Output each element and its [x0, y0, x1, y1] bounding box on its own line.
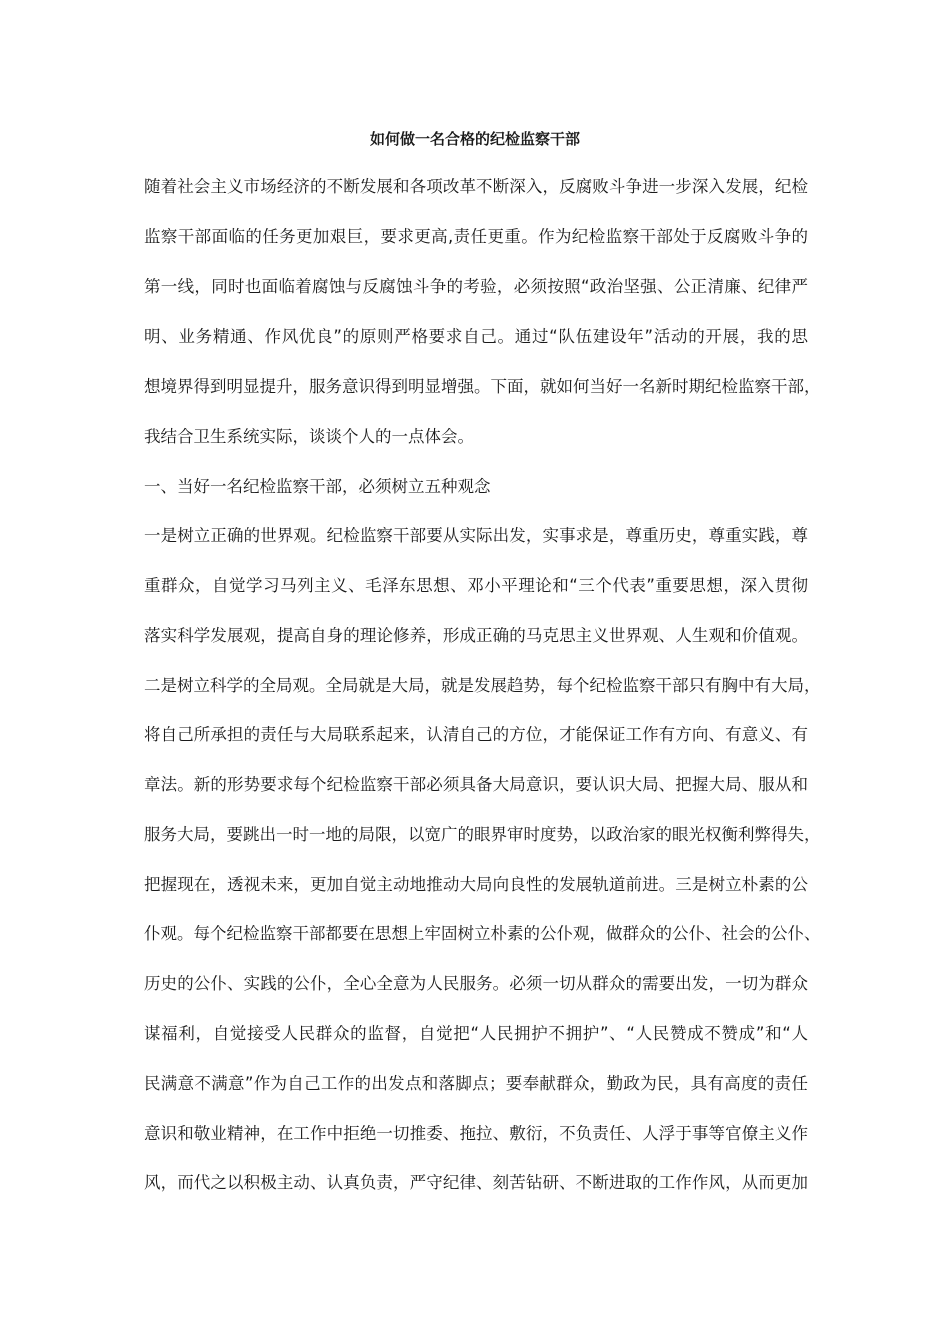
paragraph-line: 章法。新的形势要求每个纪检监察干部必须具备大局意识，要认识大局、把握大局、服从和 [144, 775, 808, 794]
section-heading: 一、当好一名纪检监察干部，必须树立五种观念 [144, 477, 491, 496]
paragraph-line: 民满意不满意”作为自己工作的出发点和落脚点；要奉献群众，勤政为民，具有高度的责任 [144, 1074, 808, 1093]
paragraph-line: 想境界得到明显提升，服务意识得到明显增强。下面，就如何当好一名新时期纪检监察干部， [144, 377, 821, 396]
paragraph-line: 风，而代之以积极主动、认真负责，严守纪律、刻苦钻研、不断进取的工作作风，从而更加 [144, 1173, 808, 1192]
paragraph-line: 重群众，自觉学习马列主义、毛泽东思想、邓小平理论和“三个代表”重要思想，深入贯彻 [144, 576, 808, 595]
paragraph-line: 第一线，同时也面临着腐蚀与反腐蚀斗争的考验，必须按照“政治坚强、公正清廉、纪律严 [144, 277, 808, 296]
paragraph-line: 二是树立科学的全局观。全局就是大局，就是发展趋势，每个纪检监察干部只有胸中有大局， [144, 676, 821, 695]
paragraph-line: 把握现在，透视未来，更加自觉主动地推动大局向良性的发展轨道前进。三是树立朴素的公 [144, 875, 808, 894]
document-title: 如何做一名合格的纪检监察干部 [369, 130, 580, 148]
paragraph-line: 随着社会主义市场经济的不断发展和各项改革不断深入，反腐败斗争进一步深入发展，纪检 [144, 177, 808, 196]
paragraph-line: 明、业务精通、作风优良”的原则严格要求自己。通过“队伍建设年”活动的开展，我的思 [144, 327, 808, 346]
paragraph-line: 落实科学发展观，提高自身的理论修养，形成正确的马克思主义世界观、人生观和价值观。 [144, 626, 808, 645]
paragraph-line: 一是树立正确的世界观。纪检监察干部要从实际出发，实事求是，尊重历史，尊重实践，尊 [144, 526, 808, 545]
paragraph-line: 历史的公仆、实践的公仆，全心全意为人民服务。必须一切从群众的需要出发，一切为群众 [144, 974, 808, 993]
paragraph-line: 意识和敬业精神，在工作中拒绝一切推委、拖拉、敷衍，不负责任、人浮于事等官僚主义作 [144, 1124, 808, 1143]
paragraph-line: 我结合卫生系统实际，谈谈个人的一点体会。 [144, 427, 474, 446]
paragraph-line: 服务大局，要跳出一时一地的局限，以宽广的眼界审时度势，以政治家的眼光权衡利弊得失， [144, 825, 821, 844]
paragraph-line: 仆观。每个纪检监察干部都要在思想上牢固树立朴素的公仆观，做群众的公仆、社会的公仆、 [144, 924, 821, 943]
paragraph-line: 监察干部面临的任务更加艰巨，要求更高,责任更重。作为纪检监察干部处于反腐败斗争的 [144, 227, 808, 246]
paragraph-line: 将自己所承担的责任与大局联系起来，认清自己的方位，才能保证工作有方向、有意义、有 [144, 725, 808, 744]
paragraph-line: 谋福利，自觉接受人民群众的监督，自觉把“人民拥护不拥护”、“人民赞成不赞成”和“人 [144, 1024, 808, 1043]
